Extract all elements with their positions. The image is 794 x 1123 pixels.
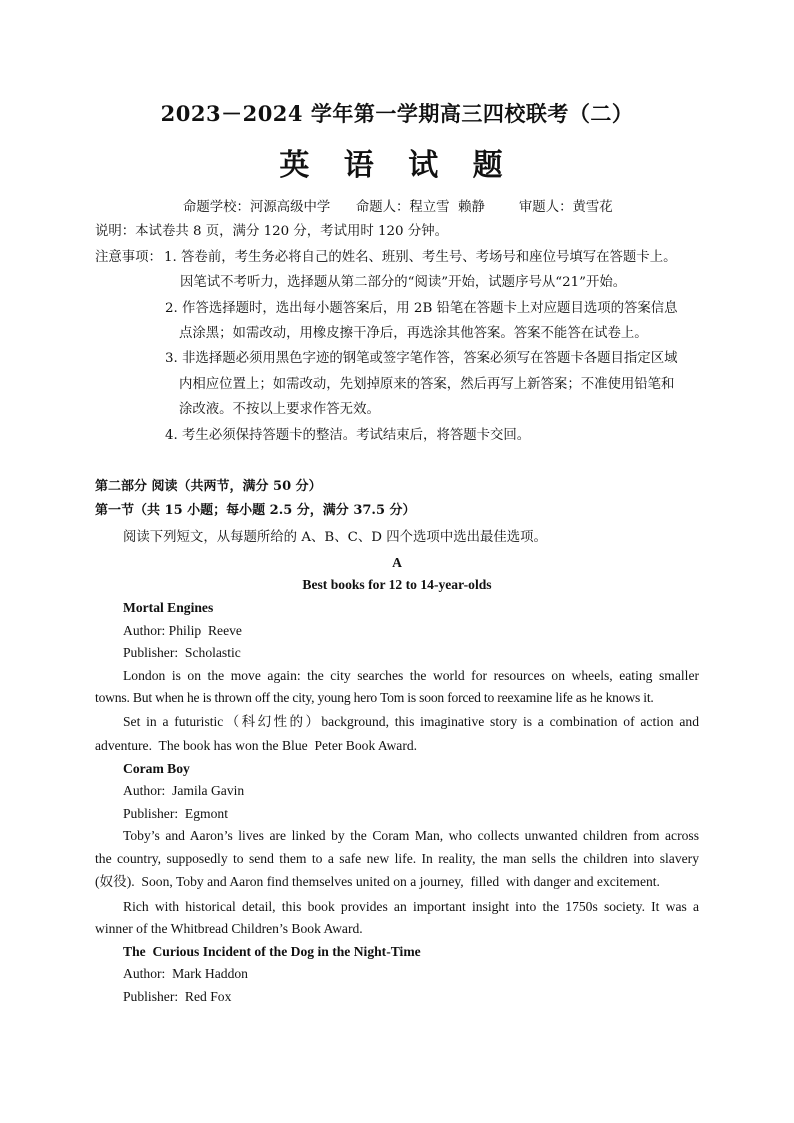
book-2-title: Coram Boy [123,761,190,776]
book-2-paragraph-2-line-2: winner of the Whitbread Children’s Book Award. [95,921,363,936]
instruction-4-line-1: 4. 考生必须保持答题卡的整洁。考试结束后，将答题卡交回。 [165,428,531,443]
instructions-label: 注意事项： [95,250,162,265]
book-2-paragraph-1-line-3: (奴役). Soon, Toby and Aaron find themselves united on a journey, filled with danger and excitement. [95,874,660,889]
instruction-3-line-3: 涂改液。不按以上要求作答无效。 [179,402,380,417]
book-1-paragraph-1-line-2: towns. But when he is thrown off the city, young hero Tom is soon forced to reexamine life as he knows it. [95,690,654,705]
book-2-publisher: Publisher: Egmont [123,806,228,821]
book-1-author: Author: Philip Reeve [123,623,242,638]
instruction-1-line-1: 1. 答卷前，考生务必将自己的姓名、班别、考生号、考场号和座位号填写在答题卡上。 [164,250,677,265]
section-direction: 阅读下列短文，从每题所给的 A、B、C、D 四个选项中选出最佳选项。 [123,530,547,545]
book-1-paragraph-2-line-1: Set in a futuristic（科幻性的）background, this imaginative story is a combination of action and [123,714,699,729]
exam-title: 2023－2024 学年第一学期高三四校联考（二） [160,101,634,126]
exam-subject: 英 语 试 题 [279,148,515,183]
instruction-1-line-2: 因笔试不考听力，选择题从第二部分的“阅读”开始，试题序号从“21”开始。 [180,275,627,290]
passage-title: Best books for 12 to 14-year-olds [302,577,492,592]
book-1-paragraph-2-line-2: adventure. The book has won the Blue Peter Book Award. [95,738,418,753]
authors-line: 命题学校：河源高级中学 命题人：程立雪 赖静 审题人：黄雪花 [183,200,613,215]
part-heading: 第二部分 阅读（共两节，满分 50 分） [95,479,322,494]
book-1-paragraph-1-line-1: London is on the move again: the city searches the world for resources on wheels, eating smaller [123,668,699,683]
section-heading: 第一节（共 15 小题；每小题 2.5 分，满分 37.5 分） [95,503,416,518]
instruction-2-line-2: 点涂黑；如需改动，用橡皮擦干净后，再选涂其他答案。答案不能答在试卷上。 [179,326,648,341]
book-2-paragraph-1-line-2: the country, supposedly to send them to a safe new life. In reality, the man sells the children into slavery [95,851,699,866]
book-3-author: Author: Mark Haddon [123,966,248,981]
book-2-author: Author: Jamila Gavin [123,783,245,798]
book-3-publisher: Publisher: Red Fox [123,989,232,1004]
book-3-title: The Curious Incident of the Dog in the Night-Time [123,944,421,959]
book-1-publisher: Publisher: Scholastic [123,645,241,660]
exam-note: 说明：本试卷共 8 页，满分 120 分，考试用时 120 分钟。 [95,224,448,239]
instruction-3-line-2: 内相应位置上；如需改动，先划掉原来的答案，然后再写上新答案；不准使用铅笔和 [179,377,675,392]
book-2-paragraph-2-line-1: Rich with historical detail, this book provides an important insight into the 1750s society. It was a [123,899,699,914]
instruction-3-line-1: 3. 非选择题必须用黑色字迹的钢笔或签字笔作答，答案必须写在答题卡各题目指定区域 [165,351,678,366]
book-2-paragraph-1-line-1: Toby’s and Aaron’s lives are linked by the Coram Man, who collects unwanted children from across [123,828,699,843]
book-1-title: Mortal Engines [123,600,214,615]
passage-letter: A [392,555,402,570]
instruction-2-line-1: 2. 作答选择题时，选出每小题答案后，用 2B 铅笔在答题卡上对应题目选项的答案信息 [165,301,678,316]
